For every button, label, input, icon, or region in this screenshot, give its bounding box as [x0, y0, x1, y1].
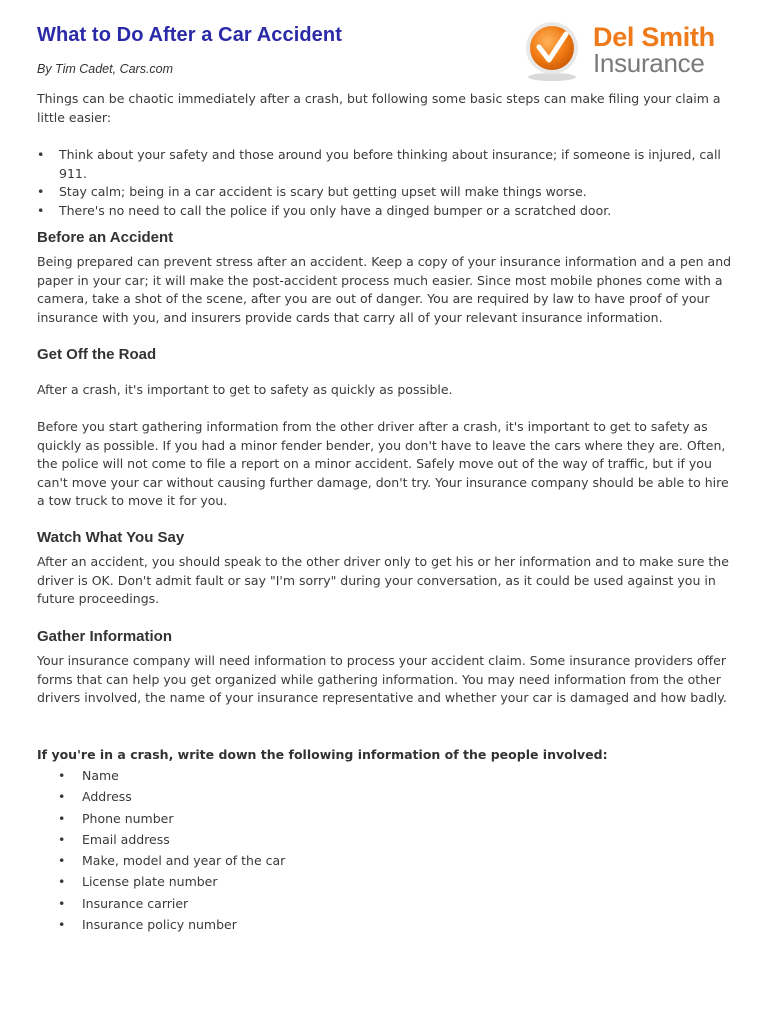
list-item: • Make, model and year of the car: [58, 850, 285, 871]
page-title: What to Do After a Car Accident: [37, 24, 342, 46]
list-item: • Insurance policy number: [58, 914, 285, 935]
list-item: • Name: [58, 765, 285, 786]
bullet-icon: •: [37, 184, 45, 199]
list-item: • Stay calm; being in a car accident is scary but getting upset will make things worse.: [37, 183, 737, 202]
logo-text-insurance: Insurance: [593, 48, 705, 78]
list-item: • There's no need to call the police if you only have a dinged bumper or a scratched door.: [37, 202, 737, 221]
byline: By Tim Cadet, Cars.com: [37, 62, 174, 76]
bullet-icon: •: [58, 917, 66, 933]
logo-emblem-icon: [519, 20, 585, 82]
logo-text-del-smith: Del Smith: [593, 22, 715, 52]
heading-get-off-road: Get Off the Road: [37, 346, 157, 363]
list-item: • Insurance carrier: [58, 893, 285, 914]
bullet-icon: •: [58, 810, 66, 826]
intro-bullet-list: [37, 146, 737, 220]
list-item: • Address: [58, 786, 285, 807]
heading-before-accident: Before an Accident: [37, 229, 174, 246]
watch-what-you-say-paragraph: After an accident, you should speak to the other driver only to get his or her information and to make sure the driver is OK. Don't admit fault or say "I'm sorry" during your conversation, as it could be used against you in future proceedings.: [37, 554, 729, 606]
heading-gather-information: Gather Information: [37, 628, 173, 645]
bullet-icon: •: [58, 895, 66, 911]
byline-source: Cars.com: [119, 62, 174, 76]
gather-information-paragraph: Your insurance company will need information to process your accident claim. Some insurance providers offer forms that can help you get organized while gathering information. You may need information from the other drivers involved, the name of your insurance representative and whether your car is damaged and how badly.: [37, 653, 727, 705]
info-list-lead: If you're in a crash, write down the following information of the people involved:: [37, 747, 608, 762]
intro-paragraph: Things can be chaotic immediately after a crash, but following some basic steps can make filing your claim a little easier:: [37, 91, 721, 125]
bullet-icon: •: [58, 768, 66, 783]
get-off-road-paragraph-1: After a crash, it's important to get to safety as quickly as possible.: [37, 382, 453, 397]
bullet-icon: •: [58, 789, 66, 805]
heading-watch-what-you-say: Watch What You Say: [37, 529, 185, 546]
bullet-icon: •: [37, 202, 45, 218]
list-item: • Email address: [58, 829, 285, 850]
bullet-icon: •: [58, 831, 66, 847]
bullet-icon: •: [58, 853, 66, 869]
list-item: • License plate number: [58, 871, 285, 892]
bullet-icon: •: [37, 147, 45, 162]
get-off-road-paragraph-2: Before you start gathering information from the other driver after a crash, it's important to get to safety as quickly as possible. If you had a minor fender bender, you don't have to leave the cars where they are. Often, the police will not come to file a report on a minor accident. Safely move out of the way of traffic, but if you can't move your car without causing further damage, don't try. Your insurance company should be able to hire a tow truck to move it for you.: [37, 419, 729, 508]
list-item: • Think about your safety and those around you before thinking about insurance; if someone is injured, call 911.: [37, 147, 721, 181]
before-accident-paragraph: Being prepared can prevent stress after an accident. Keep a copy of your insurance information and a pen and paper in your car; it will make the post-accident process much easier. Since most mobile phones come with a camera, take a shot of the scene, after you are out of danger. You are required by law to have proof of your insurance with you, and insurers provide cards that carry all of your relevant insurance information.: [37, 254, 732, 325]
list-item: • Phone number: [58, 808, 285, 829]
info-bullet-list: [58, 765, 285, 935]
bullet-icon: •: [58, 874, 66, 890]
byline-author: By Tim Cadet: [37, 62, 113, 76]
company-logo: [519, 20, 719, 82]
